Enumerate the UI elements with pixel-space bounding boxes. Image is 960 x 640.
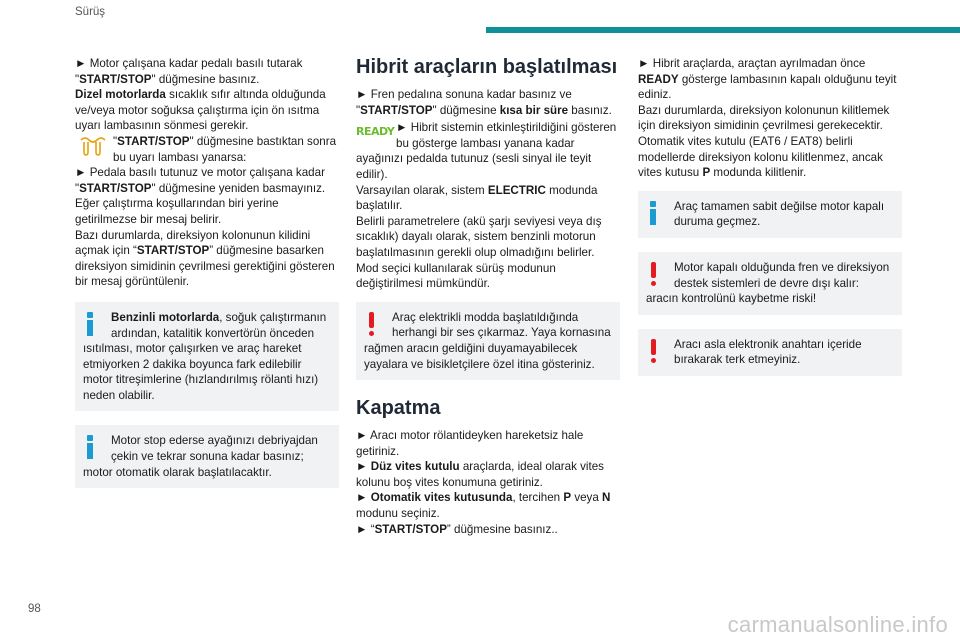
warning-note: Araç elektrikli modda başlatıldığında herhangi bir ses çıkarmaz. Yaya kornasına rağmen aracın geldiğini duyamayabilecek yayalara ve bisikletçilere özel itina gösteriniz. bbox=[356, 302, 620, 380]
paragraph: ► Hibrit araçlarda, araçtan ayrılmadan önce READY gösterge lambasının kapalı olduğunu teyit ediniz. bbox=[638, 57, 897, 102]
paragraph: Eğer çalıştırma koşullarından biri yerine getirilmezse bir mesaj belirir. bbox=[75, 197, 279, 226]
paragraph: ► Otomatik vites kutusunda, tercihen P veya N modunu seçiniz. bbox=[356, 491, 611, 521]
paragraph: "START/STOP" düğmesine bastıktan sonra bu uyarı lambası yanarsa: bbox=[113, 134, 337, 164]
ready-lamp-row bbox=[356, 120, 620, 182]
paragraph: Dizel motorlarda sıcaklık sıfır altında olduğunda ve/veya motor soğuksa çalıştırma için ön ısıtma uyarı lambasının sönmesi gerekir. bbox=[75, 88, 326, 133]
column-1 bbox=[75, 56, 339, 498]
heading-hybrid-start: Hibrit araçların başlatılması bbox=[356, 56, 618, 78]
warning-note: Motor kapalı olduğunda fren ve direksiyon destek sistemleri de devre dışı kalır: aracın kontrolünü kaybetme riski! bbox=[638, 252, 902, 315]
paragraph: Varsayılan olarak, sistem ELECTRIC modunda başlatılır. bbox=[356, 183, 598, 213]
paragraph: ► Motor çalışana kadar pedalı basılı tutarak "START/STOP" düğmesine basınız. bbox=[75, 57, 303, 86]
info-note: Benzinli motorlarda, soğuk çalıştırmanın ardından, katalitik konvertörün önceden ısıtılması, motor çalışırken ve araç hareket etmiyorken 2 dakika boyunca fark edilebilir motor titreşimlerine (hızlandırılmış rölanti hızı) neden olabilir. bbox=[75, 302, 339, 412]
paragraph: ► Düz vites kutulu araçlarda, ideal olarak vites kolunu boş vites konumuna getiriniz. bbox=[356, 460, 604, 489]
info-icon bbox=[646, 199, 668, 225]
warning-icon bbox=[646, 260, 668, 286]
paragraph: ► Hibrit sistemin etkinleştirildiğini gösteren bu gösterge lambası yanana kadar ayağınızı pedalda tutunuz (sesli sinyal ile teyit edilir). bbox=[356, 121, 617, 181]
info-note: Araç tamamen sabit değilse motor kapalı duruma geçmez. bbox=[638, 191, 902, 238]
warning-note: Aracı asla elektronik anahtarı içeride bırakarak terk etmeyiniz. bbox=[638, 329, 902, 376]
paragraph: Belirli parametrelere (akü şarjı seviyesi veya dış sıcaklık) dayalı olarak, sistem benzinli motorun başlatılmasının gerekli olup olmadığını belirler. bbox=[356, 214, 602, 259]
paragraph: Bazı durumlarda, direksiyon kolonunun kilidini açmak için “START/STOP” düğmesine basarken direksiyon simidinin çevrilmesi gerektiğini gösteren bir mesaj görüntülenir. bbox=[75, 228, 335, 289]
paragraph: ► Aracı motor rölantideyken hareketsiz hale getiriniz. bbox=[356, 429, 584, 458]
info-icon bbox=[83, 310, 105, 336]
info-note: Motor stop ederse ayağınızı debriyajdan çekin ve tekrar sonuna kadar basınız; motor otomatik olarak başlatılacaktır. bbox=[75, 425, 339, 488]
paragraph: Otomatik vites kutulu (EAT6 / EAT8) belirli modellerde direksiyon kolonu kilitlenmez, ancak vites kutusu P modunda kilitlenir. bbox=[638, 134, 883, 180]
column-3 bbox=[638, 56, 902, 386]
paragraph: ► Fren pedalına sonuna kadar basınız ve "START/STOP" düğmesine kısa bir süre basınız. bbox=[356, 88, 612, 117]
warning-icon bbox=[646, 337, 668, 363]
paragraph: Bazı durumlarda, direksiyon kolonunun kilitlemek için direksiyon simidinin çevrilmesi gerekecektir. bbox=[638, 103, 890, 133]
page-number: 98 bbox=[28, 603, 41, 615]
column-2 bbox=[356, 56, 620, 537]
section-title: Sürüş bbox=[75, 6, 106, 18]
preheat-lamp-row bbox=[75, 134, 339, 165]
header-accent-bar bbox=[486, 27, 960, 33]
ready-indicator-icon: READY bbox=[356, 125, 395, 139]
paragraph: Mod seçici kullanılarak sürüş modunun değiştirilmesi mümkündür. bbox=[356, 261, 556, 291]
paragraph: ► Pedala basılı tutunuz ve motor çalışana kadar "START/STOP" düğmesine yeniden basmayınız. bbox=[75, 166, 326, 195]
paragraph: ► “START/STOP” düğmesine basınız.. bbox=[356, 522, 558, 536]
glow-plug-icon bbox=[75, 134, 109, 160]
warning-icon bbox=[364, 310, 386, 336]
heading-shutdown: Kapatma bbox=[356, 397, 441, 420]
watermark: carmanualsonline.info bbox=[727, 612, 948, 637]
info-icon bbox=[83, 433, 105, 459]
